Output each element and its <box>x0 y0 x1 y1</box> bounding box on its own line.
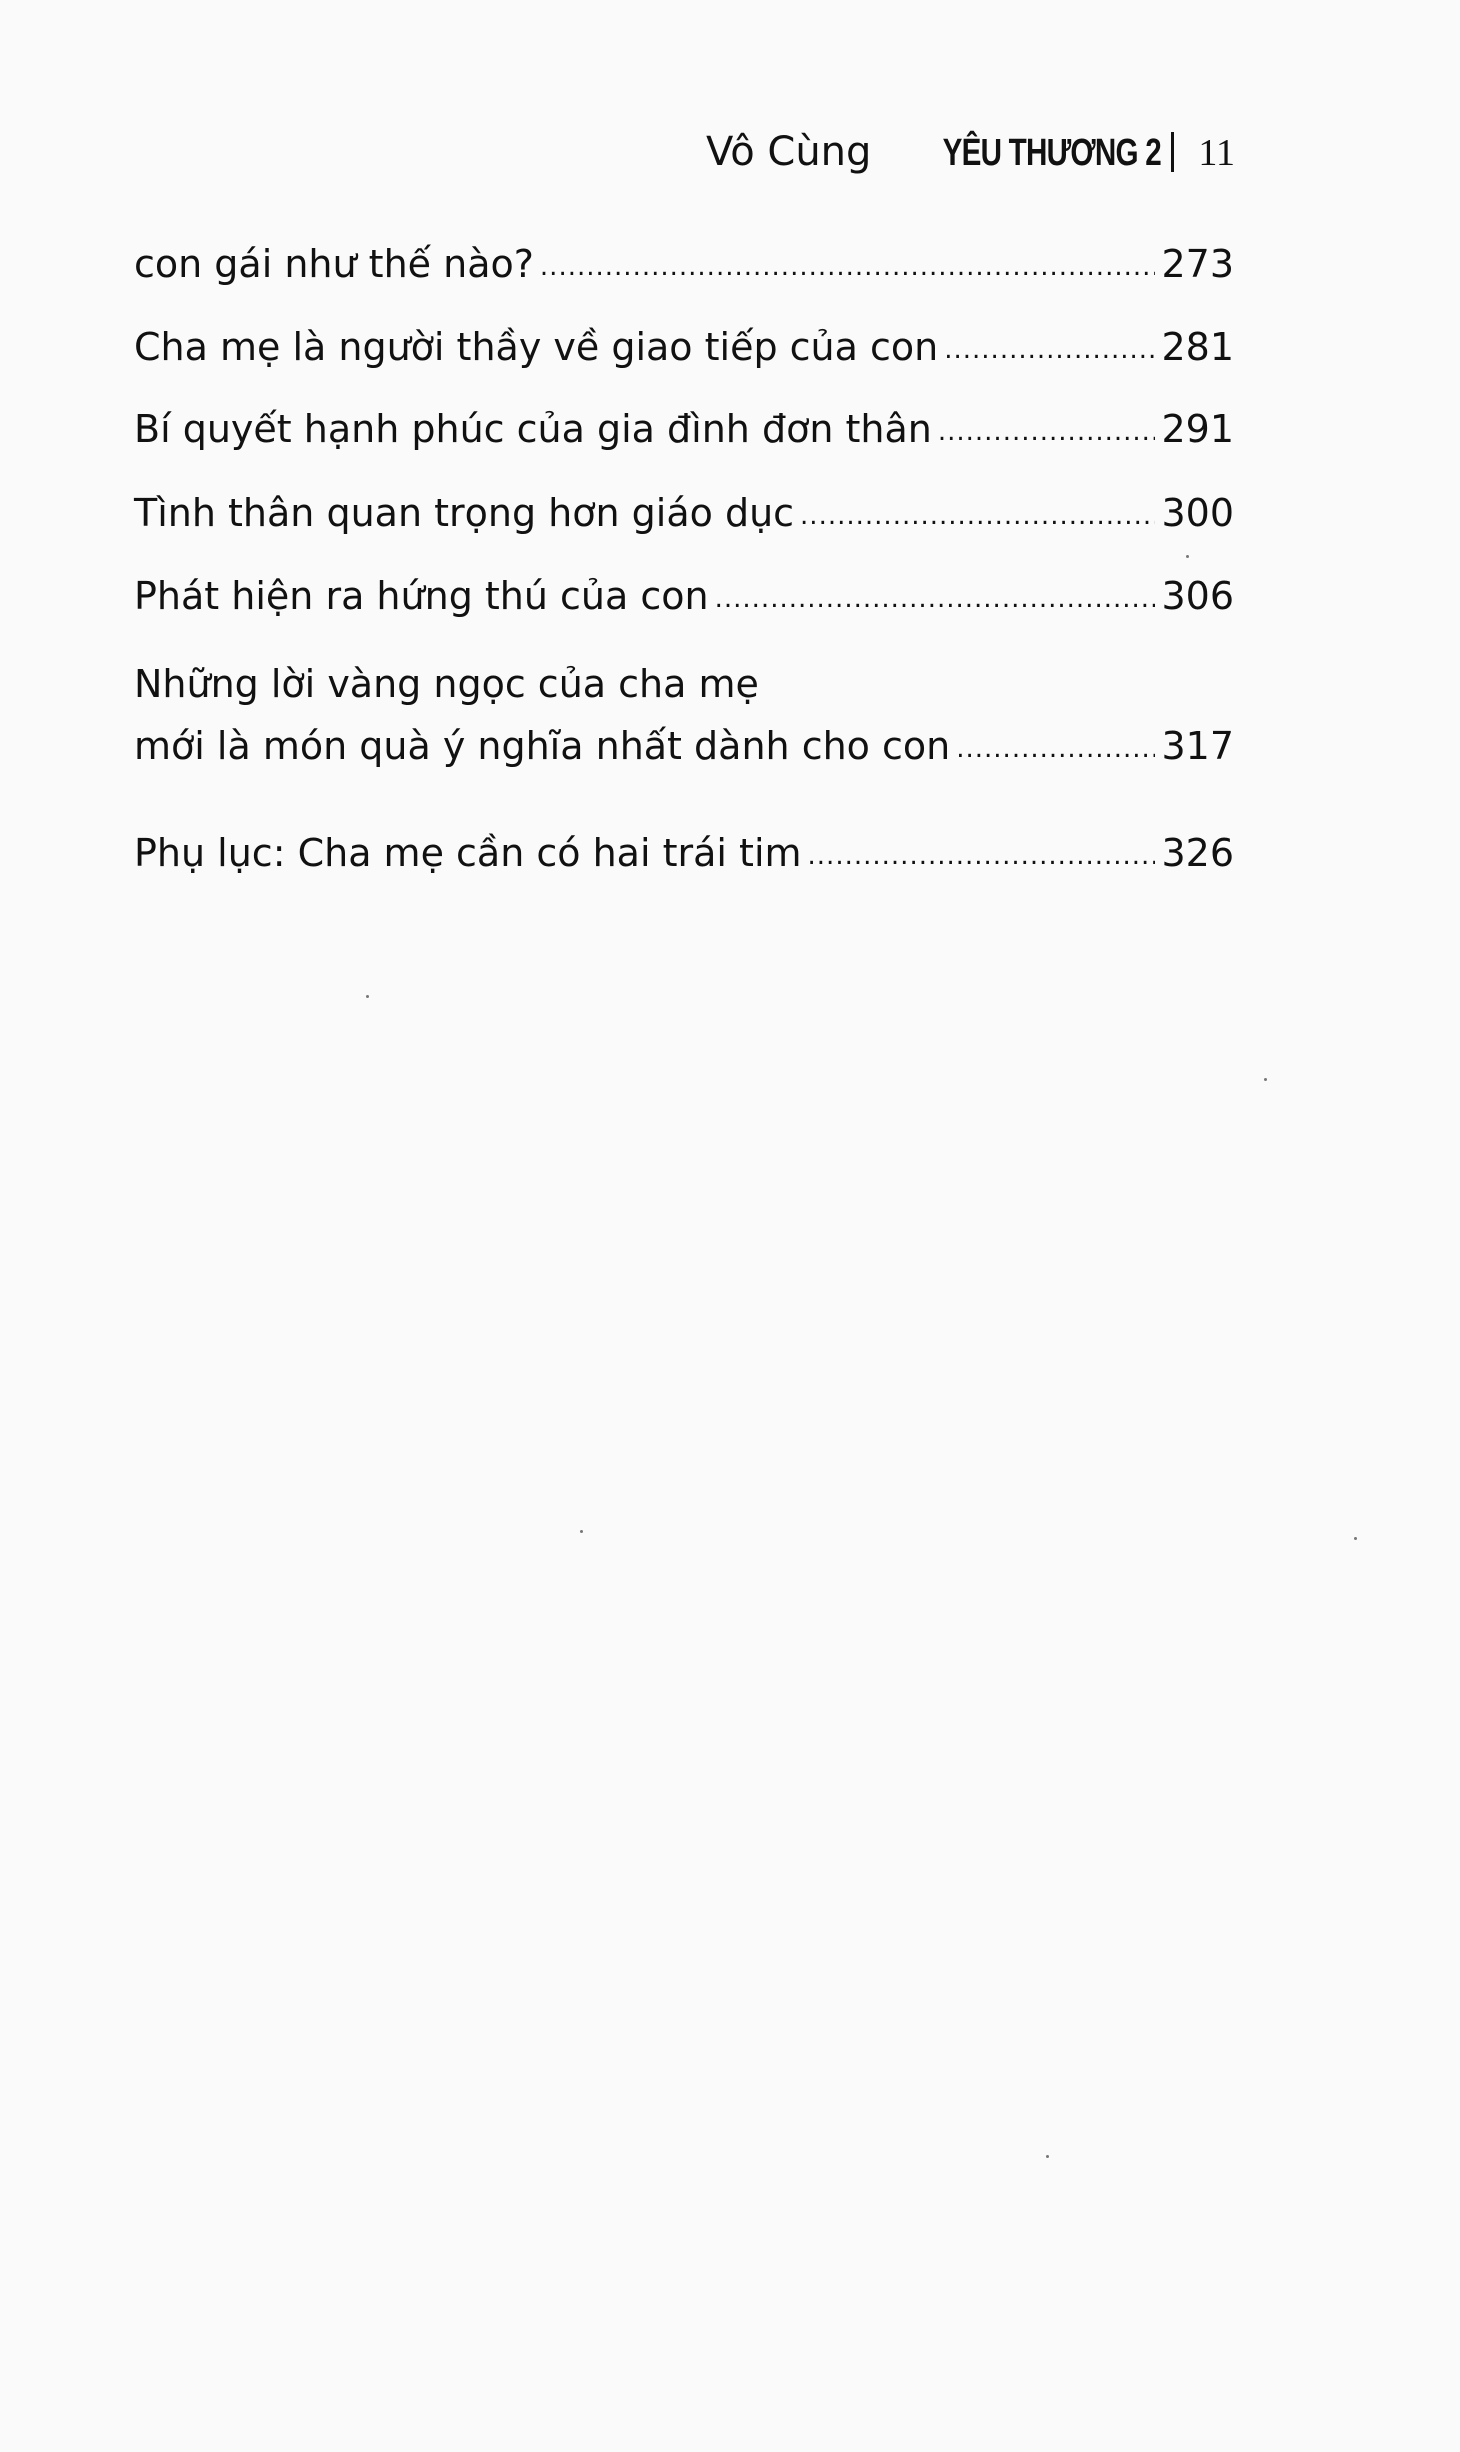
toc-leader-dots <box>715 586 1156 612</box>
paper-speck <box>1354 1537 1357 1540</box>
toc-entry <box>134 662 1234 768</box>
page-number: 11 <box>1198 132 1235 174</box>
toc-leader-dots <box>944 337 1155 363</box>
paper-speck <box>1046 2155 1049 2158</box>
toc-entry <box>134 574 1234 618</box>
toc-entry-page: 317 <box>1161 724 1234 768</box>
toc-entry-title: con gái như thế nào? <box>134 242 534 286</box>
paper-speck <box>580 1530 583 1533</box>
toc-entry-title: Tình thân quan trọng hơn giáo dục <box>134 491 795 535</box>
toc-entry-title: Phát hiện ra hứng thú của con <box>134 574 709 618</box>
toc-entry-title: mới là món quà ý nghĩa nhất dành cho con <box>134 724 951 768</box>
toc-entry-page: 273 <box>1161 242 1234 286</box>
paper-speck <box>366 995 369 998</box>
toc-entry <box>134 242 1234 286</box>
toc-entry-page: 300 <box>1161 491 1234 535</box>
toc-entry-page: 326 <box>1161 831 1234 875</box>
toc-entry <box>134 325 1234 369</box>
toc-entry-title: Cha mẹ là người thầy về giao tiếp của con <box>134 325 939 369</box>
toc-entry-page: 291 <box>1161 407 1234 451</box>
running-header <box>705 129 1235 175</box>
paper-speck <box>1186 555 1189 558</box>
toc-entry-title: Bí quyết hạnh phúc của gia đình đơn thân <box>134 407 932 451</box>
toc-entry-title-line-1: Những lời vàng ngọc của cha mẹ <box>134 662 759 706</box>
toc-entry-page: 281 <box>1161 325 1234 369</box>
toc-entry <box>134 491 1234 535</box>
header-divider <box>1171 132 1174 172</box>
toc-leader-dots <box>540 254 1156 280</box>
paper-speck <box>1264 1078 1267 1081</box>
book-title: YÊU THƯƠNG 2 <box>943 132 1162 174</box>
toc-leader-dots <box>938 419 1156 445</box>
toc-entry <box>134 831 1234 875</box>
toc-leader-dots <box>956 736 1155 762</box>
toc-leader-dots <box>800 503 1155 529</box>
toc-entry-title: Phụ lục: Cha mẹ cần có hai trái tim <box>134 831 802 875</box>
toc-leader-dots <box>808 843 1156 869</box>
toc-entry-page: 306 <box>1161 574 1234 618</box>
toc-entry <box>134 407 1234 451</box>
series-name: Vô Cùng <box>705 129 872 175</box>
